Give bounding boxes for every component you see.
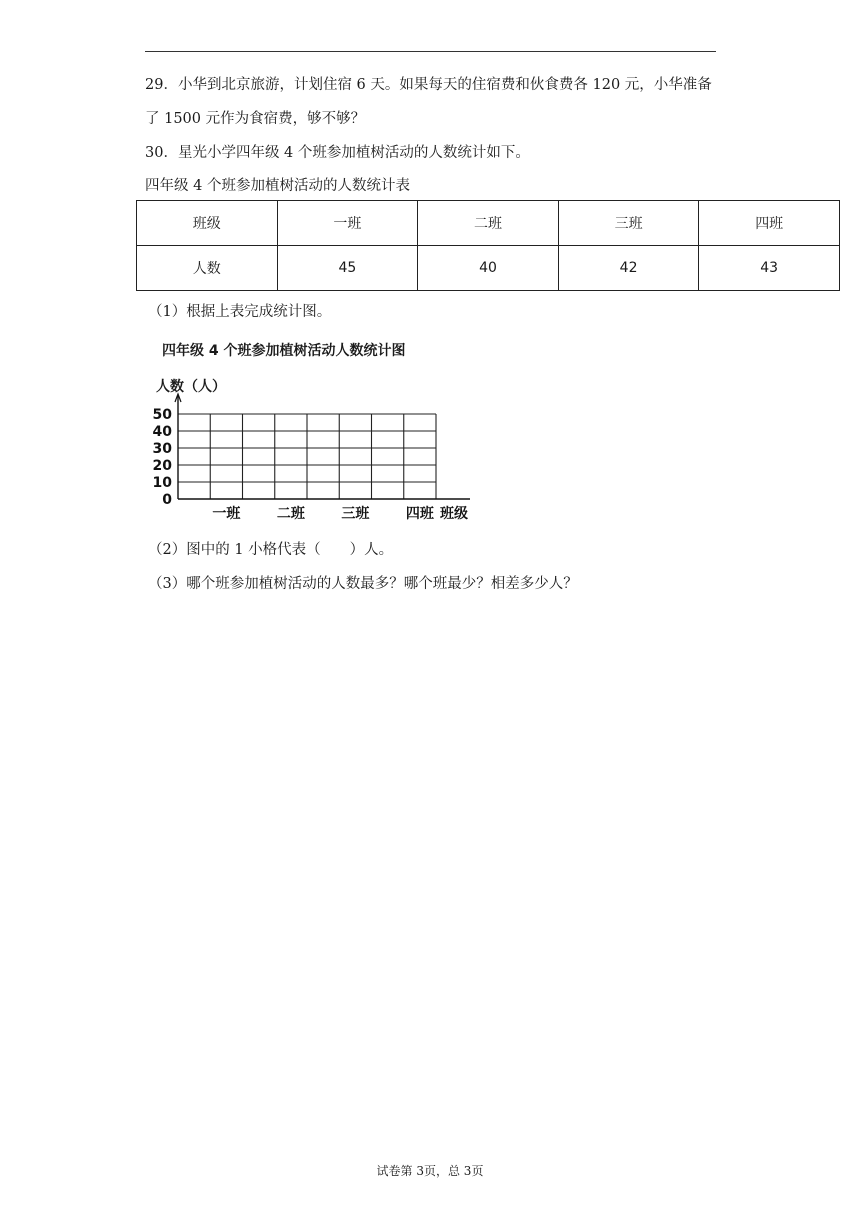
y-tick-label: 0 <box>162 492 172 508</box>
table-cell: 45 <box>277 246 418 291</box>
x-tick-label: 三班 <box>341 506 370 522</box>
y-tick-label: 40 <box>152 424 172 440</box>
table-cell: 43 <box>699 246 840 291</box>
stats-table <box>136 200 840 291</box>
y-tick-label: 20 <box>152 458 172 474</box>
table-row <box>137 246 840 291</box>
x-tick-label: 一班 <box>212 506 241 522</box>
header-rule <box>145 51 716 52</box>
y-tick-label: 10 <box>152 475 172 491</box>
chart-y-axis-label: 人数（人） <box>156 379 226 395</box>
table-cell: 班级 <box>137 201 278 246</box>
page-footer: 试卷第 3页，总 3页 <box>376 1164 484 1178</box>
table-caption: 四年级 4 个班参加植树活动的人数统计表 <box>145 178 410 194</box>
sub-question-3: （3）哪个班参加植树活动的人数最多？哪个班最少？相差多少人？ <box>148 576 578 592</box>
x-tick-label: 四班 <box>405 506 434 522</box>
table-cell: 三班 <box>558 201 699 246</box>
sub-question-1: （1）根据上表完成统计图。 <box>148 304 332 320</box>
sub-question-2: （2）图中的 1 小格代表（ ）人。 <box>148 542 394 558</box>
x-axis-label: 班级 <box>440 506 468 522</box>
blank-bar-chart <box>140 385 480 525</box>
table-cell: 一班 <box>277 201 418 246</box>
table-cell: 42 <box>558 246 699 291</box>
question-29-line1: 29．小华到北京旅游，计划住宿 6 天。如果每天的住宿费和伙食费各 120 元，小华准备 <box>145 77 712 93</box>
x-tick-label: 二班 <box>276 506 305 522</box>
y-tick-label: 30 <box>152 441 172 457</box>
chart-title: 四年级 4 个班参加植树活动人数统计图 <box>162 343 406 359</box>
question-29-line2: 了 1500 元作为食宿费，够不够？ <box>145 111 366 127</box>
table-cell: 40 <box>418 246 559 291</box>
question-30-intro: 30．星光小学四年级 4 个班参加植树活动的人数统计如下。 <box>145 145 530 161</box>
table-header-row <box>137 201 840 246</box>
table-cell: 人数 <box>137 246 278 291</box>
table-cell: 二班 <box>418 201 559 246</box>
y-tick-label: 50 <box>152 407 172 423</box>
table-cell: 四班 <box>699 201 840 246</box>
